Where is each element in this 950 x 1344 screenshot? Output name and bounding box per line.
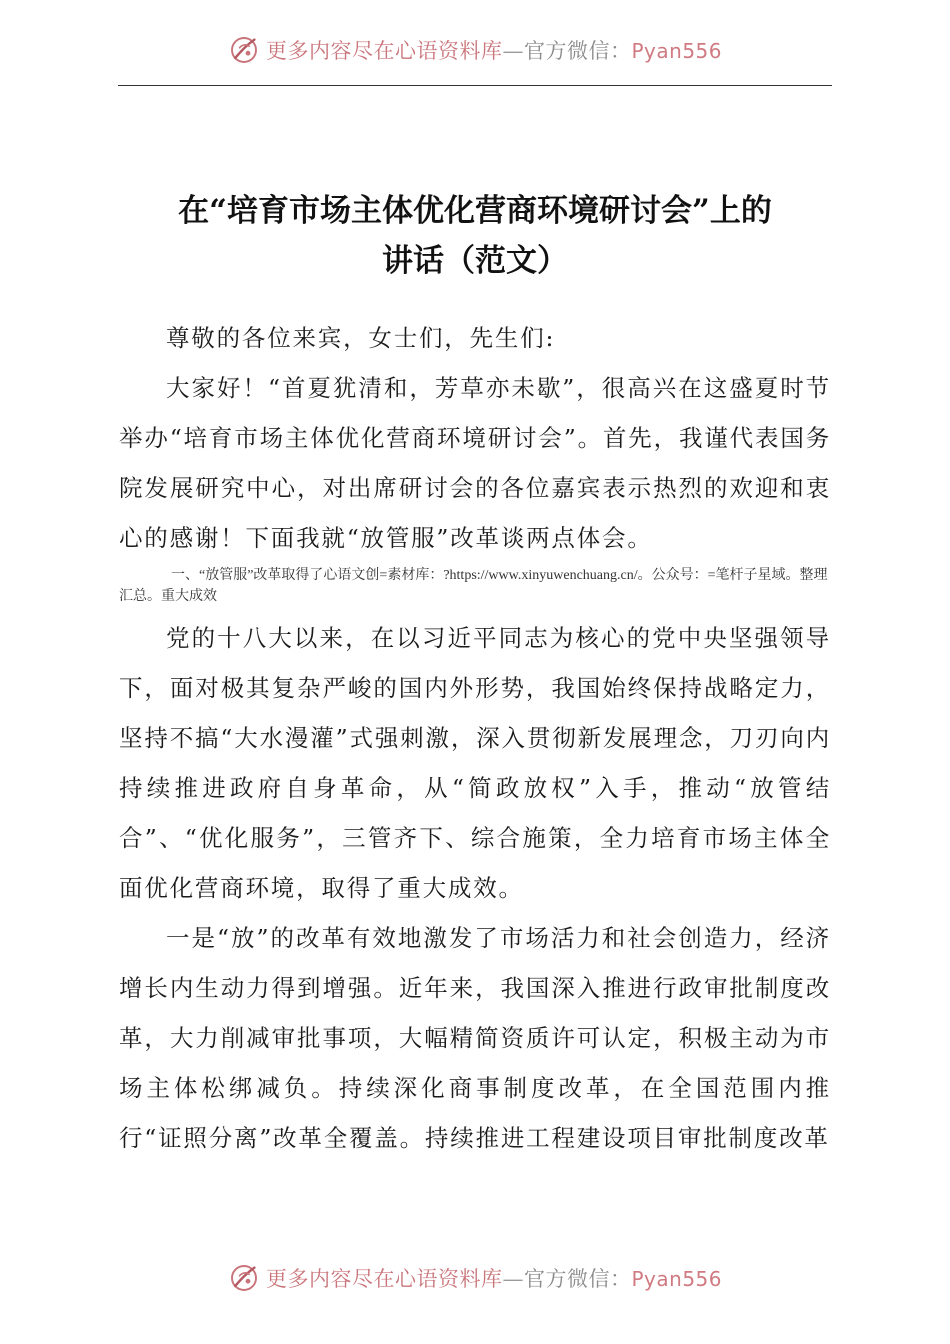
footer-official-label: 官方微信： — [523, 1267, 632, 1291]
document-title — [100, 186, 850, 286]
page-footer — [0, 1258, 950, 1298]
document-title-line-1: 在“培育市场主体优化营商环境研讨会”上的 — [178, 193, 772, 229]
brand-logo-icon — [228, 34, 260, 66]
footer-brand-dash: — — [502, 1267, 524, 1291]
footer-brand-text — [266, 1263, 722, 1293]
opening-paragraph: 大家好！“首夏犹清和，芳草亦未歇”，很高兴在这盛夏时节举办“培育市场主体优化营商环境研讨会”。首先，我谨代表国务院发展研究中心，对出席研讨会的各位嘉宾表示热烈的欢迎和衷心的感谢！下面我就“放管服”改革谈两点体会。 — [119, 374, 831, 552]
document-body — [119, 313, 831, 1163]
document-title-line-2: 讲话（范文） — [382, 243, 568, 279]
achievements-paragraph: 党的十八大以来，在以习近平同志为核心的党中央坚强领导下，面对极其复杂严峻的国内外形势，我国始终保持战略定力，坚持不搞“大水漫灌”式强刺激，深入贯彻新发展理念，刀刃向内持续推进政府自身革命，从“简政放权”入手，推动“放管结合”、“优化服务”，三管齐下、综合施策，全力培育市场主体全面优化营商环境，取得了重大成效。 — [119, 624, 831, 902]
footer-wechat-id: Pyan556 — [631, 1267, 722, 1291]
reform-paragraph: 一是“放”的改革有效地激发了市场活力和社会创造力，经济增长内生动力得到增强。近年来，我国深入推进行政审批制度改革，大力削减审批事项，大幅精简资质许可认定，积极主动为市场主体松绑减负。持续深化商事制度改革，在全国范围内推行“证照分离”改革全覆盖。持续推进工程建设项目审批制度改革 — [119, 924, 831, 1152]
header-brand-text — [266, 35, 722, 65]
header-official-label: 官方微信： — [523, 39, 632, 63]
footer-brand — [228, 1262, 722, 1294]
header-divider — [118, 85, 832, 86]
section-heading-note: 一、“放管服”改革取得了心语文创=素材库：?https://www.xinyuwenchuang.cn/。公众号：=笔杆子星域。整理汇总。重大成效 — [119, 568, 828, 604]
header-brand-main: 更多内容尽在心语资料库 — [265, 39, 503, 63]
header-brand — [228, 34, 722, 66]
footer-brand-main: 更多内容尽在心语资料库 — [265, 1267, 503, 1291]
header-wechat-id: Pyan556 — [631, 39, 722, 63]
salutation-paragraph: 尊敬的各位来宾，女士们，先生们: — [166, 324, 556, 352]
brand-logo-icon — [228, 1262, 260, 1294]
page-header — [0, 30, 950, 70]
header-brand-dash: — — [502, 39, 524, 63]
